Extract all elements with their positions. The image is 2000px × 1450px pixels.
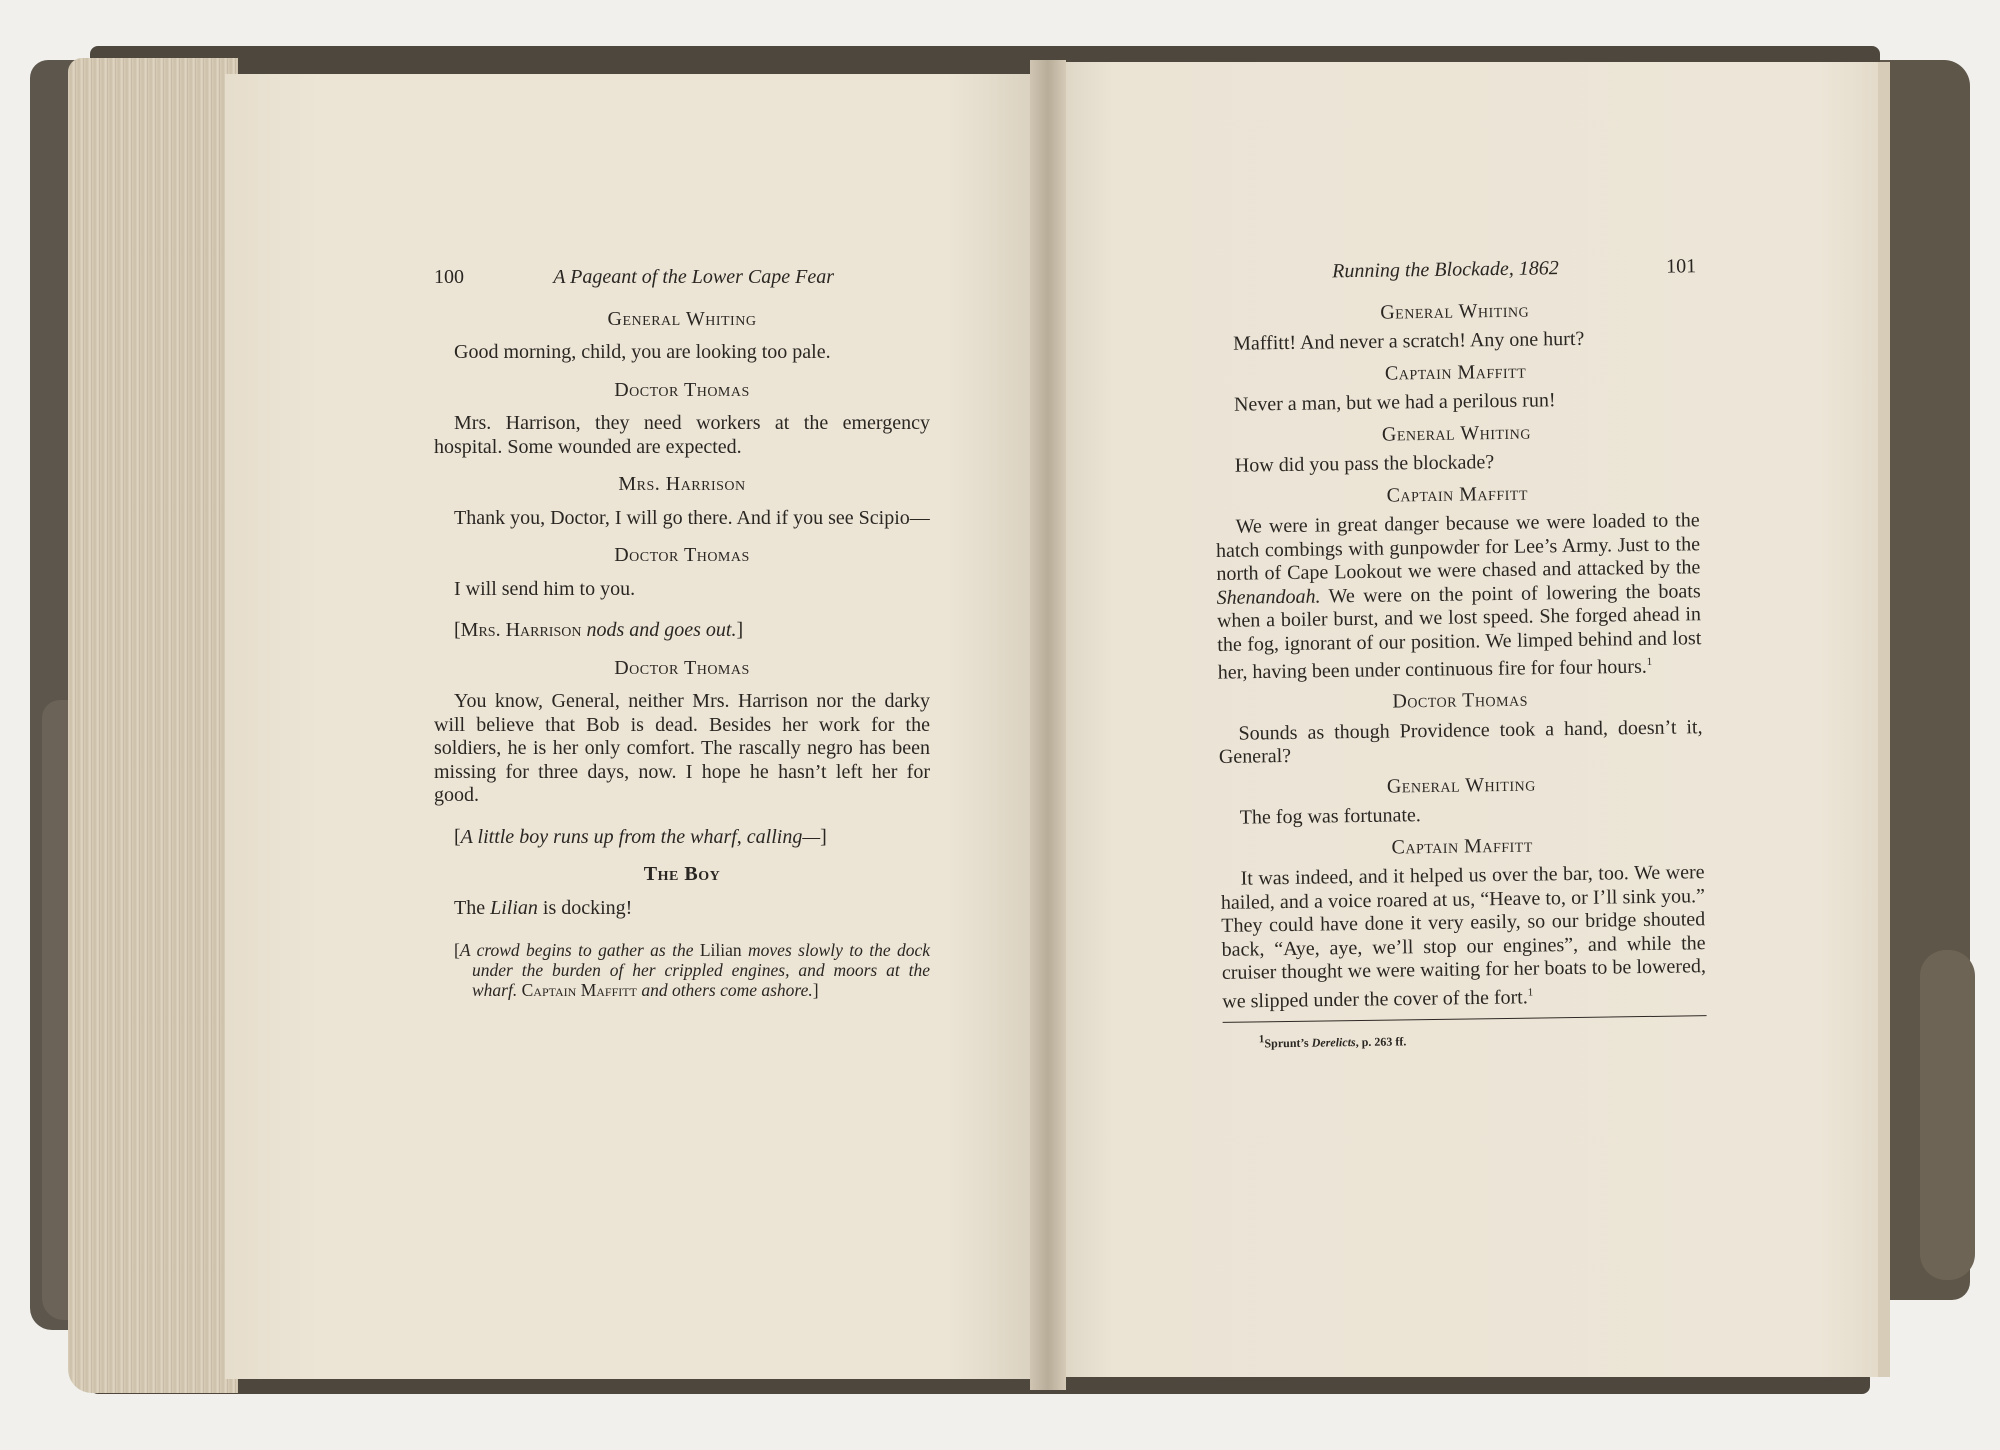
ship-name: Lilian bbox=[699, 940, 742, 960]
speaker-name: The Boy bbox=[643, 863, 721, 885]
book-gutter bbox=[1030, 60, 1066, 1390]
stage-action: and others come ashore. bbox=[641, 980, 813, 1000]
bracket: ] bbox=[820, 825, 827, 848]
speech: You know, General, neither Mrs. Harrison nor the darky will believe that Bob is dead. Besides her work for the soldiers, he is her only comfort. The rascally negro has been missing for three days, now. I hope he hasn’t left her for good. bbox=[434, 690, 930, 806]
footnote-marker: 1 bbox=[1527, 986, 1534, 999]
character-name: Mrs. Harrison bbox=[460, 619, 582, 641]
page-number: 100 bbox=[434, 266, 464, 288]
speech: How did you pass the blockade? bbox=[1234, 451, 1495, 477]
stage-action: nods and goes out. bbox=[586, 619, 737, 641]
bracket: ] bbox=[812, 980, 819, 1000]
speech bbox=[1220, 861, 1706, 1013]
speaker-name: Captain Maffitt bbox=[1391, 834, 1533, 859]
speech: Good morning, child, you are looking too pale. bbox=[454, 341, 831, 363]
speaker-name: General Whiting bbox=[1380, 299, 1530, 324]
stage-action: A little boy runs up from the wharf, calling— bbox=[460, 825, 821, 848]
speech-text: The bbox=[454, 896, 491, 919]
page-number: 101 bbox=[1665, 255, 1697, 278]
book-cover-right-tab bbox=[1920, 950, 1975, 1280]
right-page-text bbox=[1212, 255, 1707, 1056]
ship-name: Lilian bbox=[490, 896, 538, 919]
speech: Mrs. Harrison, they need workers at the emergency hospital. Some wounded are expected. bbox=[434, 412, 930, 458]
speaker-name: Doctor Thomas bbox=[614, 378, 750, 401]
bracket: [ bbox=[454, 825, 461, 848]
left-running-head bbox=[434, 266, 930, 290]
speech: The fog was fortunate. bbox=[1239, 804, 1421, 829]
character-name: Captain Maffitt bbox=[521, 980, 637, 1000]
stage-direction bbox=[434, 826, 930, 850]
speaker-name: Doctor Thomas bbox=[614, 656, 750, 679]
speech bbox=[434, 897, 930, 921]
bracket: [ bbox=[454, 940, 460, 960]
footnote-title: Derelicts bbox=[1311, 1034, 1356, 1050]
left-page-text bbox=[434, 266, 930, 1000]
speech-text: is docking! bbox=[537, 896, 633, 919]
speech: Maffitt! And never a scratch! Any one hurt? bbox=[1232, 327, 1585, 355]
stage-action: moves slowly to the dock under the burden of her crippled engines, and moors at the wharf. bbox=[472, 940, 931, 1000]
stage-direction bbox=[434, 940, 930, 1000]
footnote-marker: 1 bbox=[1258, 1033, 1265, 1046]
speaker-name: Doctor Thomas bbox=[1392, 688, 1529, 713]
running-title: Running the Blockade, 1862 bbox=[1331, 257, 1559, 283]
speaker-name: Captain Maffitt bbox=[1384, 360, 1527, 385]
speech: Never a man, but we had a perilous run! bbox=[1233, 389, 1556, 416]
stage-action: A crowd begins to gather as the bbox=[459, 940, 694, 960]
speaker-name: Mrs. Harrison bbox=[618, 473, 746, 495]
speech-text: We were on the point of lowering the boats when a boiler burst, and we lost speed. She forged ahead in the fog, ignorant of our position. We limped behind and lost her, having been under continuous fire for four hours. bbox=[1216, 579, 1702, 684]
page-edges bbox=[68, 58, 238, 1393]
speech: I will send him to you. bbox=[454, 577, 636, 600]
speaker-name: Doctor Thomas bbox=[614, 544, 750, 566]
speaker-name: Captain Maffitt bbox=[1386, 482, 1529, 507]
speech bbox=[1216, 509, 1702, 685]
running-title: A Pageant of the Lower Cape Fear bbox=[553, 266, 834, 288]
speech-text: It was indeed, and it helped us over the bar, too. We were hailed, and a voice roared at us, “Heave to, or I’ll sink you.” They could have done it very easily, so our bridge shouted back, “Aye, aye, we’ll stop our engines”, and while the cruiser thought we were waiting for her boats to be lowered, we slipped under the cover of the fort. bbox=[1220, 861, 1707, 1013]
speech: Sounds as though Providence took a hand, doesn’t it, General? bbox=[1218, 715, 1703, 769]
ship-name: Shenandoah. bbox=[1216, 585, 1321, 609]
speaker-name: General Whiting bbox=[607, 307, 757, 330]
bracket: ] bbox=[736, 619, 744, 641]
speech: Thank you, Doctor, I will go there. And if you see Scipio— bbox=[454, 506, 930, 529]
bracket: [ bbox=[454, 619, 461, 641]
footnote-text: Sprunt’s bbox=[1264, 1035, 1312, 1051]
speaker-name: General Whiting bbox=[1386, 773, 1536, 798]
stage-direction bbox=[434, 619, 930, 643]
speaker-name: General Whiting bbox=[1381, 421, 1531, 446]
speech-text: We were in great danger because we were loaded to the hatch combings with gunpowder for Lee’s Army. Just to the north of Cape Lookout we were chased and attacked by the bbox=[1215, 509, 1701, 585]
footnote-rule bbox=[1223, 1015, 1707, 1023]
footnote-text: , p. 263 ff. bbox=[1355, 1034, 1407, 1049]
right-page-edge bbox=[1878, 62, 1890, 1377]
footnote-marker: 1 bbox=[1646, 655, 1653, 668]
